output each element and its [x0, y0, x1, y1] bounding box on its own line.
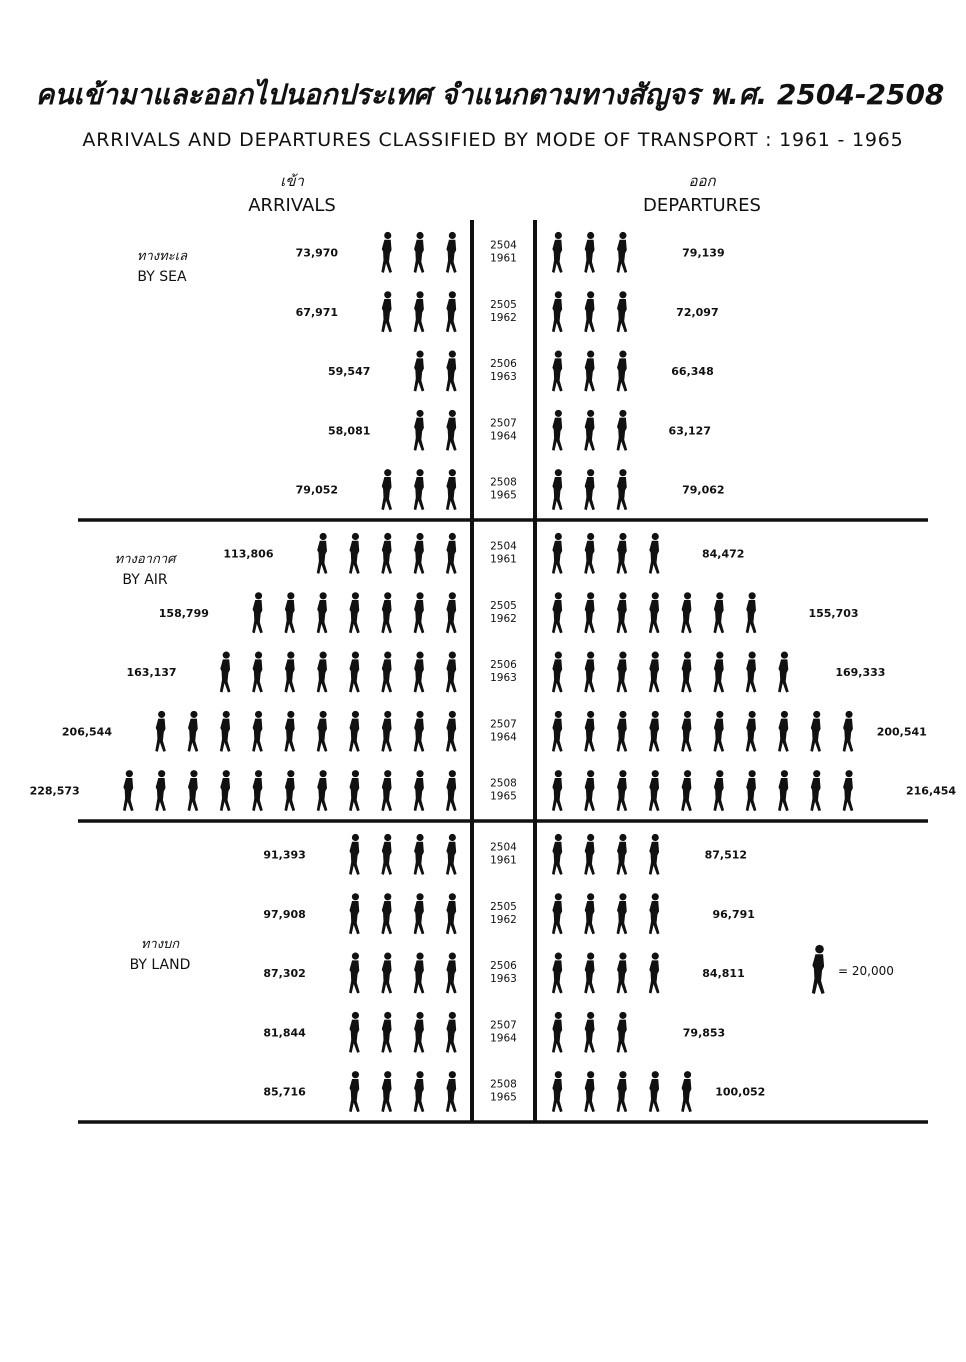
departure-partial-person-icon — [649, 232, 660, 273]
arrival-person-icon — [284, 592, 295, 633]
arrival-person-icon — [284, 652, 295, 693]
year-label-ce: 1962 — [490, 913, 517, 926]
year-label-be: 2506 — [490, 960, 517, 973]
departure-person-icon — [681, 770, 692, 811]
departure-person-icon — [552, 592, 563, 633]
arrival-partial-person-icon — [381, 351, 392, 392]
arrival-person-icon — [414, 893, 425, 934]
departure-person-icon — [649, 834, 660, 875]
departure-partial-person-icon — [875, 770, 886, 811]
arrival-partial-person-icon — [188, 652, 199, 693]
year-label-ce: 1964 — [490, 731, 517, 744]
arrival-person-icon — [349, 770, 360, 811]
departure-person-icon — [584, 410, 595, 451]
departure-person-icon — [617, 770, 628, 811]
year-label-ce: 1964 — [490, 430, 517, 443]
year-label-be: 2506 — [490, 659, 517, 672]
year-label-be: 2505 — [490, 599, 517, 612]
departures-value-label: 200,541 — [876, 725, 927, 739]
arrival-person-icon — [414, 351, 425, 392]
departure-person-icon — [552, 351, 563, 392]
year-label-ce: 1963 — [490, 973, 517, 986]
arrival-person-icon — [446, 893, 457, 934]
arrival-person-icon — [446, 351, 457, 392]
departure-person-icon — [552, 1071, 563, 1112]
departure-person-icon — [584, 533, 595, 574]
departure-person-icon — [778, 770, 789, 811]
arrivals-value-label: 91,393 — [263, 848, 306, 862]
year-label-ce: 1961 — [490, 252, 517, 265]
year-label-ce: 1961 — [490, 553, 517, 566]
arrival-person-icon — [381, 592, 392, 633]
arrival-partial-person-icon — [317, 1012, 328, 1053]
departure-person-icon — [584, 469, 595, 510]
arrivals-value-label: 58,081 — [327, 424, 371, 438]
arrivals-value-label: 228,573 — [29, 784, 80, 798]
year-label-ce: 1963 — [490, 371, 517, 384]
arrival-person-icon — [446, 770, 457, 811]
departures-value-label: 79,853 — [682, 1026, 726, 1040]
departure-person-icon — [552, 770, 563, 811]
arrival-person-icon — [414, 469, 425, 510]
departures-value-label: 87,512 — [704, 848, 748, 862]
departure-partial-person-icon — [649, 351, 660, 392]
departure-person-icon — [843, 770, 854, 811]
arrival-person-icon — [349, 1012, 360, 1053]
group-label-thai: ทางทะเล — [136, 249, 188, 264]
arrival-person-icon — [446, 533, 457, 574]
arrival-person-icon — [446, 953, 457, 994]
arrivals-value-label: 113,806 — [223, 547, 274, 561]
departures-value-label: 79,139 — [682, 246, 725, 260]
departure-person-icon — [552, 1012, 563, 1053]
departure-person-icon — [552, 232, 563, 273]
arrival-person-icon — [349, 592, 360, 633]
group-label-thai: ทางบก — [140, 937, 180, 952]
arrival-person-icon — [414, 410, 425, 451]
arrival-person-icon — [446, 410, 457, 451]
arrival-person-icon — [446, 652, 457, 693]
arrival-person-icon — [381, 770, 392, 811]
departures-value-label: 63,127 — [668, 424, 712, 438]
arrivals-value-label: 206,544 — [61, 725, 112, 739]
arrival-person-icon — [381, 469, 392, 510]
arrival-person-icon — [446, 592, 457, 633]
arrival-person-icon — [381, 533, 392, 574]
group-label: BY LAND — [129, 957, 191, 973]
departure-person-icon — [584, 711, 595, 752]
arrival-person-icon — [446, 711, 457, 752]
arrival-person-icon — [381, 953, 392, 994]
arrival-person-icon — [317, 533, 328, 574]
arrival-person-icon — [381, 232, 392, 273]
departure-partial-person-icon — [810, 652, 821, 693]
arrival-person-icon — [381, 893, 392, 934]
title-english: ARRIVALS AND DEPARTURES CLASSIFIED BY MODE OF TRANSPORT : 1961 - 1965 — [82, 129, 904, 151]
year-label-be: 2505 — [490, 298, 517, 311]
departure-person-icon — [552, 533, 563, 574]
departure-person-icon — [617, 410, 628, 451]
departures-value-label: 216,454 — [905, 784, 957, 798]
legend-text: = 20,000 — [838, 964, 894, 978]
departure-person-icon — [617, 232, 628, 273]
year-label-be: 2508 — [490, 1078, 517, 1091]
year-label-ce: 1964 — [490, 1032, 517, 1045]
departure-person-icon — [584, 953, 595, 994]
departure-person-icon — [584, 291, 595, 332]
departure-person-icon — [681, 711, 692, 752]
arrivals-value-label: 79,052 — [295, 483, 339, 497]
departure-person-icon — [552, 291, 563, 332]
arrival-person-icon — [123, 770, 134, 811]
arrival-person-icon — [381, 291, 392, 332]
departure-person-icon — [681, 1071, 692, 1112]
arrival-person-icon — [317, 770, 328, 811]
arrival-person-icon — [155, 711, 166, 752]
arrivals-value-label: 97,908 — [263, 907, 306, 921]
departures-value-label: 79,062 — [682, 483, 725, 497]
arrival-person-icon — [188, 770, 199, 811]
departure-person-icon — [552, 652, 563, 693]
arrival-person-icon — [220, 652, 231, 693]
departure-person-icon — [843, 711, 854, 752]
arrivals-value-label: 158,799 — [158, 606, 209, 620]
year-label-be: 2504 — [490, 841, 517, 854]
departure-person-icon — [617, 711, 628, 752]
arrival-partial-person-icon — [317, 1071, 328, 1112]
departure-person-icon — [552, 469, 563, 510]
arrival-partial-person-icon — [349, 469, 360, 510]
departure-person-icon — [617, 1012, 628, 1053]
arrival-person-icon — [446, 469, 457, 510]
departure-person-icon — [617, 533, 628, 574]
departure-person-icon — [681, 592, 692, 633]
year-label-ce: 1965 — [490, 790, 517, 803]
departure-person-icon — [617, 834, 628, 875]
departure-partial-person-icon — [649, 469, 660, 510]
departure-person-icon — [778, 652, 789, 693]
arrival-person-icon — [252, 652, 263, 693]
departures-value-label: 72,097 — [676, 305, 719, 319]
year-label-ce: 1962 — [490, 311, 517, 324]
arrival-person-icon — [349, 711, 360, 752]
departure-partial-person-icon — [649, 1012, 660, 1053]
departure-partial-person-icon — [681, 533, 692, 574]
departures-value-label: 169,333 — [835, 666, 886, 680]
arrival-person-icon — [252, 770, 263, 811]
year-label-be: 2506 — [490, 358, 517, 371]
departure-person-icon — [584, 232, 595, 273]
arrival-person-icon — [414, 711, 425, 752]
arrival-person-icon — [446, 834, 457, 875]
departures-value-label: 100,052 — [715, 1085, 766, 1099]
departure-partial-person-icon — [649, 410, 660, 451]
arrival-person-icon — [317, 652, 328, 693]
departure-person-icon — [649, 770, 660, 811]
departures-value-label: 66,348 — [671, 365, 714, 379]
departure-person-icon — [617, 351, 628, 392]
departure-person-icon — [746, 652, 757, 693]
arrivals-value-label: 87,302 — [263, 967, 306, 981]
arrival-person-icon — [381, 1012, 392, 1053]
departure-person-icon — [617, 291, 628, 332]
departure-person-icon — [617, 893, 628, 934]
year-label-be: 2507 — [490, 718, 517, 731]
arrival-person-icon — [446, 1012, 457, 1053]
year-label-ce: 1965 — [490, 489, 517, 502]
arrival-partial-person-icon — [317, 893, 328, 934]
arrival-person-icon — [155, 770, 166, 811]
departure-person-icon — [552, 834, 563, 875]
departure-partial-person-icon — [778, 592, 789, 633]
departure-person-icon — [649, 893, 660, 934]
arrival-person-icon — [349, 533, 360, 574]
arrival-person-icon — [220, 711, 231, 752]
departure-person-icon — [552, 893, 563, 934]
year-label-be: 2508 — [490, 476, 517, 489]
arrival-person-icon — [414, 1012, 425, 1053]
arrivals-value-label: 67,971 — [295, 305, 339, 319]
departure-person-icon — [552, 410, 563, 451]
arrival-person-icon — [349, 893, 360, 934]
arrival-person-icon — [220, 770, 231, 811]
departure-person-icon — [649, 652, 660, 693]
departure-person-icon — [617, 953, 628, 994]
arrival-partial-person-icon — [220, 592, 231, 633]
year-label-ce: 1965 — [490, 1091, 517, 1104]
arrivals-label: ARRIVALS — [248, 195, 336, 216]
departure-partial-person-icon — [681, 834, 692, 875]
departure-person-icon — [713, 711, 724, 752]
arrival-person-icon — [188, 711, 199, 752]
arrival-partial-person-icon — [91, 770, 102, 811]
year-label-be: 2504 — [490, 239, 517, 252]
arrivals-value-label: 85,716 — [263, 1085, 306, 1099]
arrival-partial-person-icon — [349, 291, 360, 332]
departures-value-label: 96,791 — [712, 907, 755, 921]
arrival-person-icon — [349, 953, 360, 994]
departure-person-icon — [713, 770, 724, 811]
departure-person-icon — [746, 711, 757, 752]
departure-person-icon — [584, 1071, 595, 1112]
arrivals-label-thai: เข้า — [280, 172, 304, 190]
arrival-person-icon — [381, 834, 392, 875]
year-label-be: 2504 — [490, 540, 517, 553]
arrival-person-icon — [317, 711, 328, 752]
year-label-be: 2508 — [490, 777, 517, 790]
departure-person-icon — [649, 953, 660, 994]
arrivals-value-label: 81,844 — [263, 1026, 306, 1040]
departure-partial-person-icon — [649, 291, 660, 332]
arrival-person-icon — [414, 953, 425, 994]
departure-person-icon — [746, 770, 757, 811]
arrival-person-icon — [446, 232, 457, 273]
title-thai: คนเข้ามาและออกไปนอกประเทศ จำแนกตามทางสัญจร พ.ศ. 2504-2508 — [35, 78, 945, 111]
arrival-person-icon — [414, 770, 425, 811]
departure-person-icon — [778, 711, 789, 752]
departure-person-icon — [617, 592, 628, 633]
arrival-person-icon — [414, 232, 425, 273]
arrivals-value-label: 73,970 — [295, 246, 339, 260]
arrivals-value-label: 59,547 — [327, 365, 371, 379]
departure-person-icon — [584, 592, 595, 633]
departure-person-icon — [584, 893, 595, 934]
year-label-ce: 1962 — [490, 612, 517, 625]
departure-person-icon — [713, 592, 724, 633]
arrival-person-icon — [414, 592, 425, 633]
arrival-person-icon — [252, 592, 263, 633]
arrival-person-icon — [284, 711, 295, 752]
arrival-person-icon — [349, 652, 360, 693]
arrival-person-icon — [381, 1071, 392, 1112]
arrival-person-icon — [446, 291, 457, 332]
arrival-person-icon — [414, 291, 425, 332]
departure-person-icon — [584, 834, 595, 875]
arrival-partial-person-icon — [317, 953, 328, 994]
departures-value-label: 84,811 — [702, 967, 745, 981]
departure-person-icon — [617, 652, 628, 693]
arrival-person-icon — [349, 1071, 360, 1112]
departure-person-icon — [649, 533, 660, 574]
arrival-person-icon — [317, 592, 328, 633]
departure-person-icon — [746, 592, 757, 633]
arrival-person-icon — [414, 533, 425, 574]
arrival-person-icon — [252, 711, 263, 752]
departure-person-icon — [617, 1071, 628, 1112]
year-label-be: 2507 — [490, 417, 517, 430]
legend-person-icon — [812, 945, 825, 994]
departure-person-icon — [584, 770, 595, 811]
arrival-person-icon — [381, 711, 392, 752]
arrival-partial-person-icon — [123, 711, 134, 752]
departure-person-icon — [713, 652, 724, 693]
arrivals-value-label: 163,137 — [126, 666, 177, 680]
departure-person-icon — [810, 711, 821, 752]
arrival-person-icon — [381, 652, 392, 693]
departure-person-icon — [552, 953, 563, 994]
departures-value-label: 155,703 — [808, 606, 859, 620]
group-label-thai: ทางอากาศ — [114, 552, 176, 567]
arrival-partial-person-icon — [381, 410, 392, 451]
arrival-partial-person-icon — [317, 834, 328, 875]
arrival-partial-person-icon — [349, 232, 360, 273]
departure-partial-person-icon — [681, 893, 692, 934]
year-label-be: 2505 — [490, 900, 517, 913]
arrival-person-icon — [414, 652, 425, 693]
arrival-partial-person-icon — [284, 533, 295, 574]
departure-person-icon — [552, 711, 563, 752]
departures-value-label: 84,472 — [702, 547, 745, 561]
arrival-person-icon — [414, 834, 425, 875]
departure-person-icon — [584, 351, 595, 392]
departure-partial-person-icon — [681, 953, 692, 994]
departures-label-thai: ออก — [688, 172, 716, 190]
group-label: BY AIR — [122, 572, 168, 588]
legend — [812, 945, 894, 994]
departure-person-icon — [649, 1071, 660, 1112]
departure-person-icon — [617, 469, 628, 510]
departure-person-icon — [810, 770, 821, 811]
group-label: BY SEA — [137, 269, 187, 285]
arrival-person-icon — [349, 834, 360, 875]
departure-person-icon — [584, 652, 595, 693]
departures-label: DEPARTURES — [643, 195, 761, 216]
arrival-person-icon — [284, 770, 295, 811]
year-label-ce: 1963 — [490, 672, 517, 685]
year-label-be: 2507 — [490, 1019, 517, 1032]
departure-person-icon — [649, 592, 660, 633]
departure-person-icon — [649, 711, 660, 752]
arrival-person-icon — [414, 1071, 425, 1112]
departure-person-icon — [584, 1012, 595, 1053]
year-label-ce: 1961 — [490, 854, 517, 867]
departure-person-icon — [681, 652, 692, 693]
arrival-person-icon — [446, 1071, 457, 1112]
